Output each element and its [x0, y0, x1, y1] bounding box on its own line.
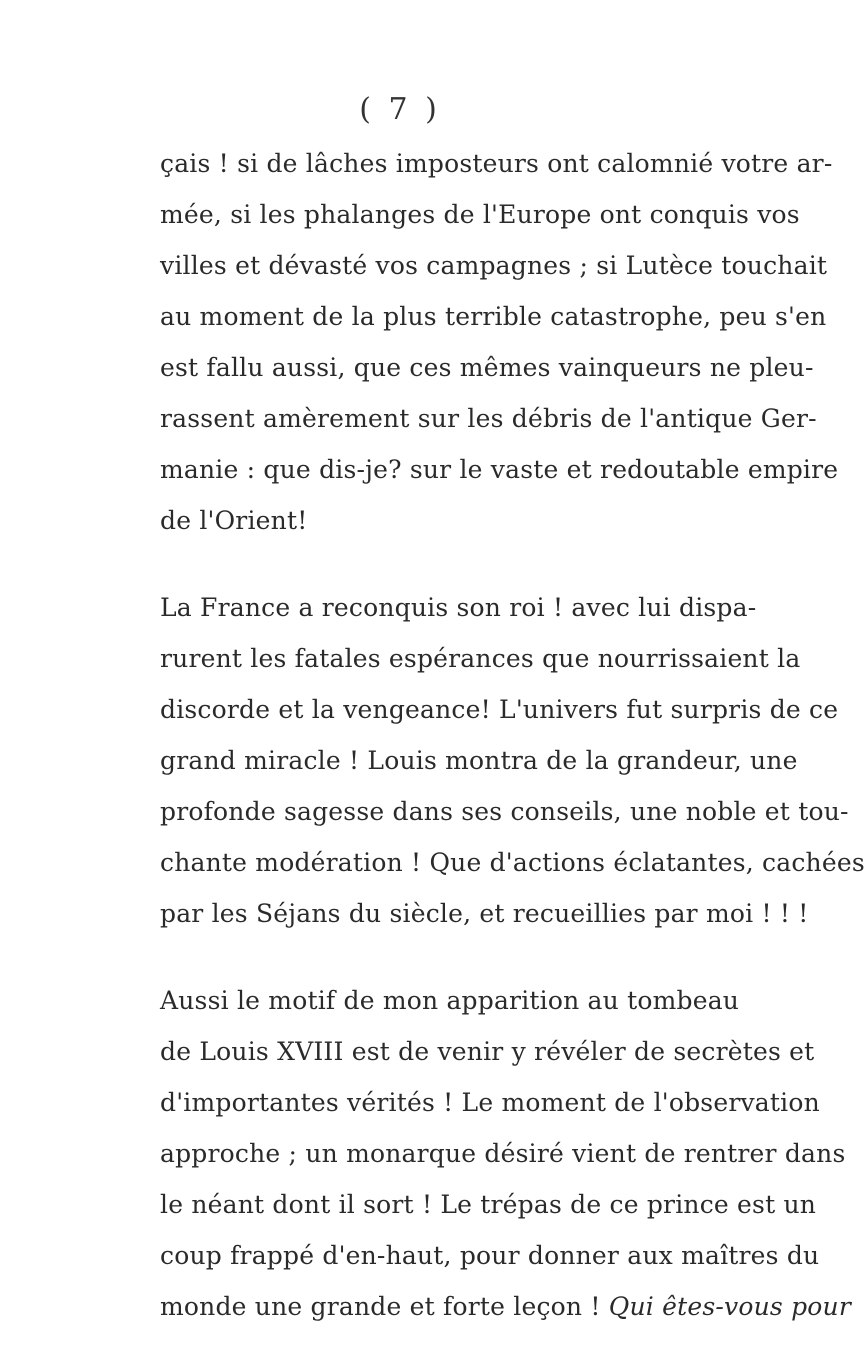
text-line: est fallu aussi, que ces mêmes vainqueurs ne pleu- [160, 353, 814, 382]
text-line: de Louis XVIII est de venir y révéler de secrètes et [160, 1037, 815, 1066]
text-line: çais ! si de lâches imposteurs ont calomnié votre ar- [160, 149, 833, 178]
paragraph-2 [160, 582, 865, 939]
paragraph-gap [160, 546, 682, 582]
page-number: ( 7 ) [359, 92, 441, 127]
text-line: manie : que dis-je? sur le vaste et redoutable empire [160, 455, 839, 484]
final-line-roman: monde une grande et forte leçon ! [160, 1292, 609, 1321]
text-line-final [160, 1281, 851, 1332]
text-line: le néant dont il sort ! Le trépas de ce prince est un [160, 1190, 817, 1219]
body-text [160, 138, 865, 1332]
text-line: coup frappé d'en-haut, pour donner aux maîtres du [160, 1241, 820, 1270]
text-line: discorde et la vengeance! L'univers fut surpris de ce [160, 695, 839, 724]
text-line: d'importantes vérités ! Le moment de l'observation [160, 1088, 820, 1117]
text-line: grand miracle ! Louis montra de la grandeur, une [160, 746, 798, 775]
text-line: approche ; un monarque désiré vient de rentrer dans [160, 1139, 846, 1168]
text-line: au moment de la plus terrible catastrophe, peu s'en [160, 302, 827, 331]
text-line: rassent amèrement sur les débris de l'antique Ger- [160, 404, 817, 433]
final-line-italic: Qui êtes-vous pour [608, 1292, 851, 1321]
text-line: villes et dévasté vos campagnes ; si Lutèce touchait [160, 251, 828, 280]
text-line: rurent les fatales espérances que nourrissaient la [160, 644, 801, 673]
text-line: chante modération ! Que d'actions éclatantes, cachées [160, 848, 865, 877]
text-line: profonde sagesse dans ses conseils, une noble et tou- [160, 797, 849, 826]
text-line: La France a reconquis son roi ! avec lui dispa- [160, 593, 757, 622]
paragraph-3 [160, 975, 851, 1332]
paragraph-gap [160, 939, 682, 975]
text-line: de l'Orient! [160, 506, 308, 535]
text-line: Aussi le motif de mon apparition au tombeau [160, 986, 740, 1015]
text-line: mée, si les phalanges de l'Europe ont conquis vos [160, 200, 800, 229]
paragraph-1 [160, 138, 839, 546]
text-line: par les Séjans du siècle, et recueillies par moi ! ! ! [160, 899, 809, 928]
